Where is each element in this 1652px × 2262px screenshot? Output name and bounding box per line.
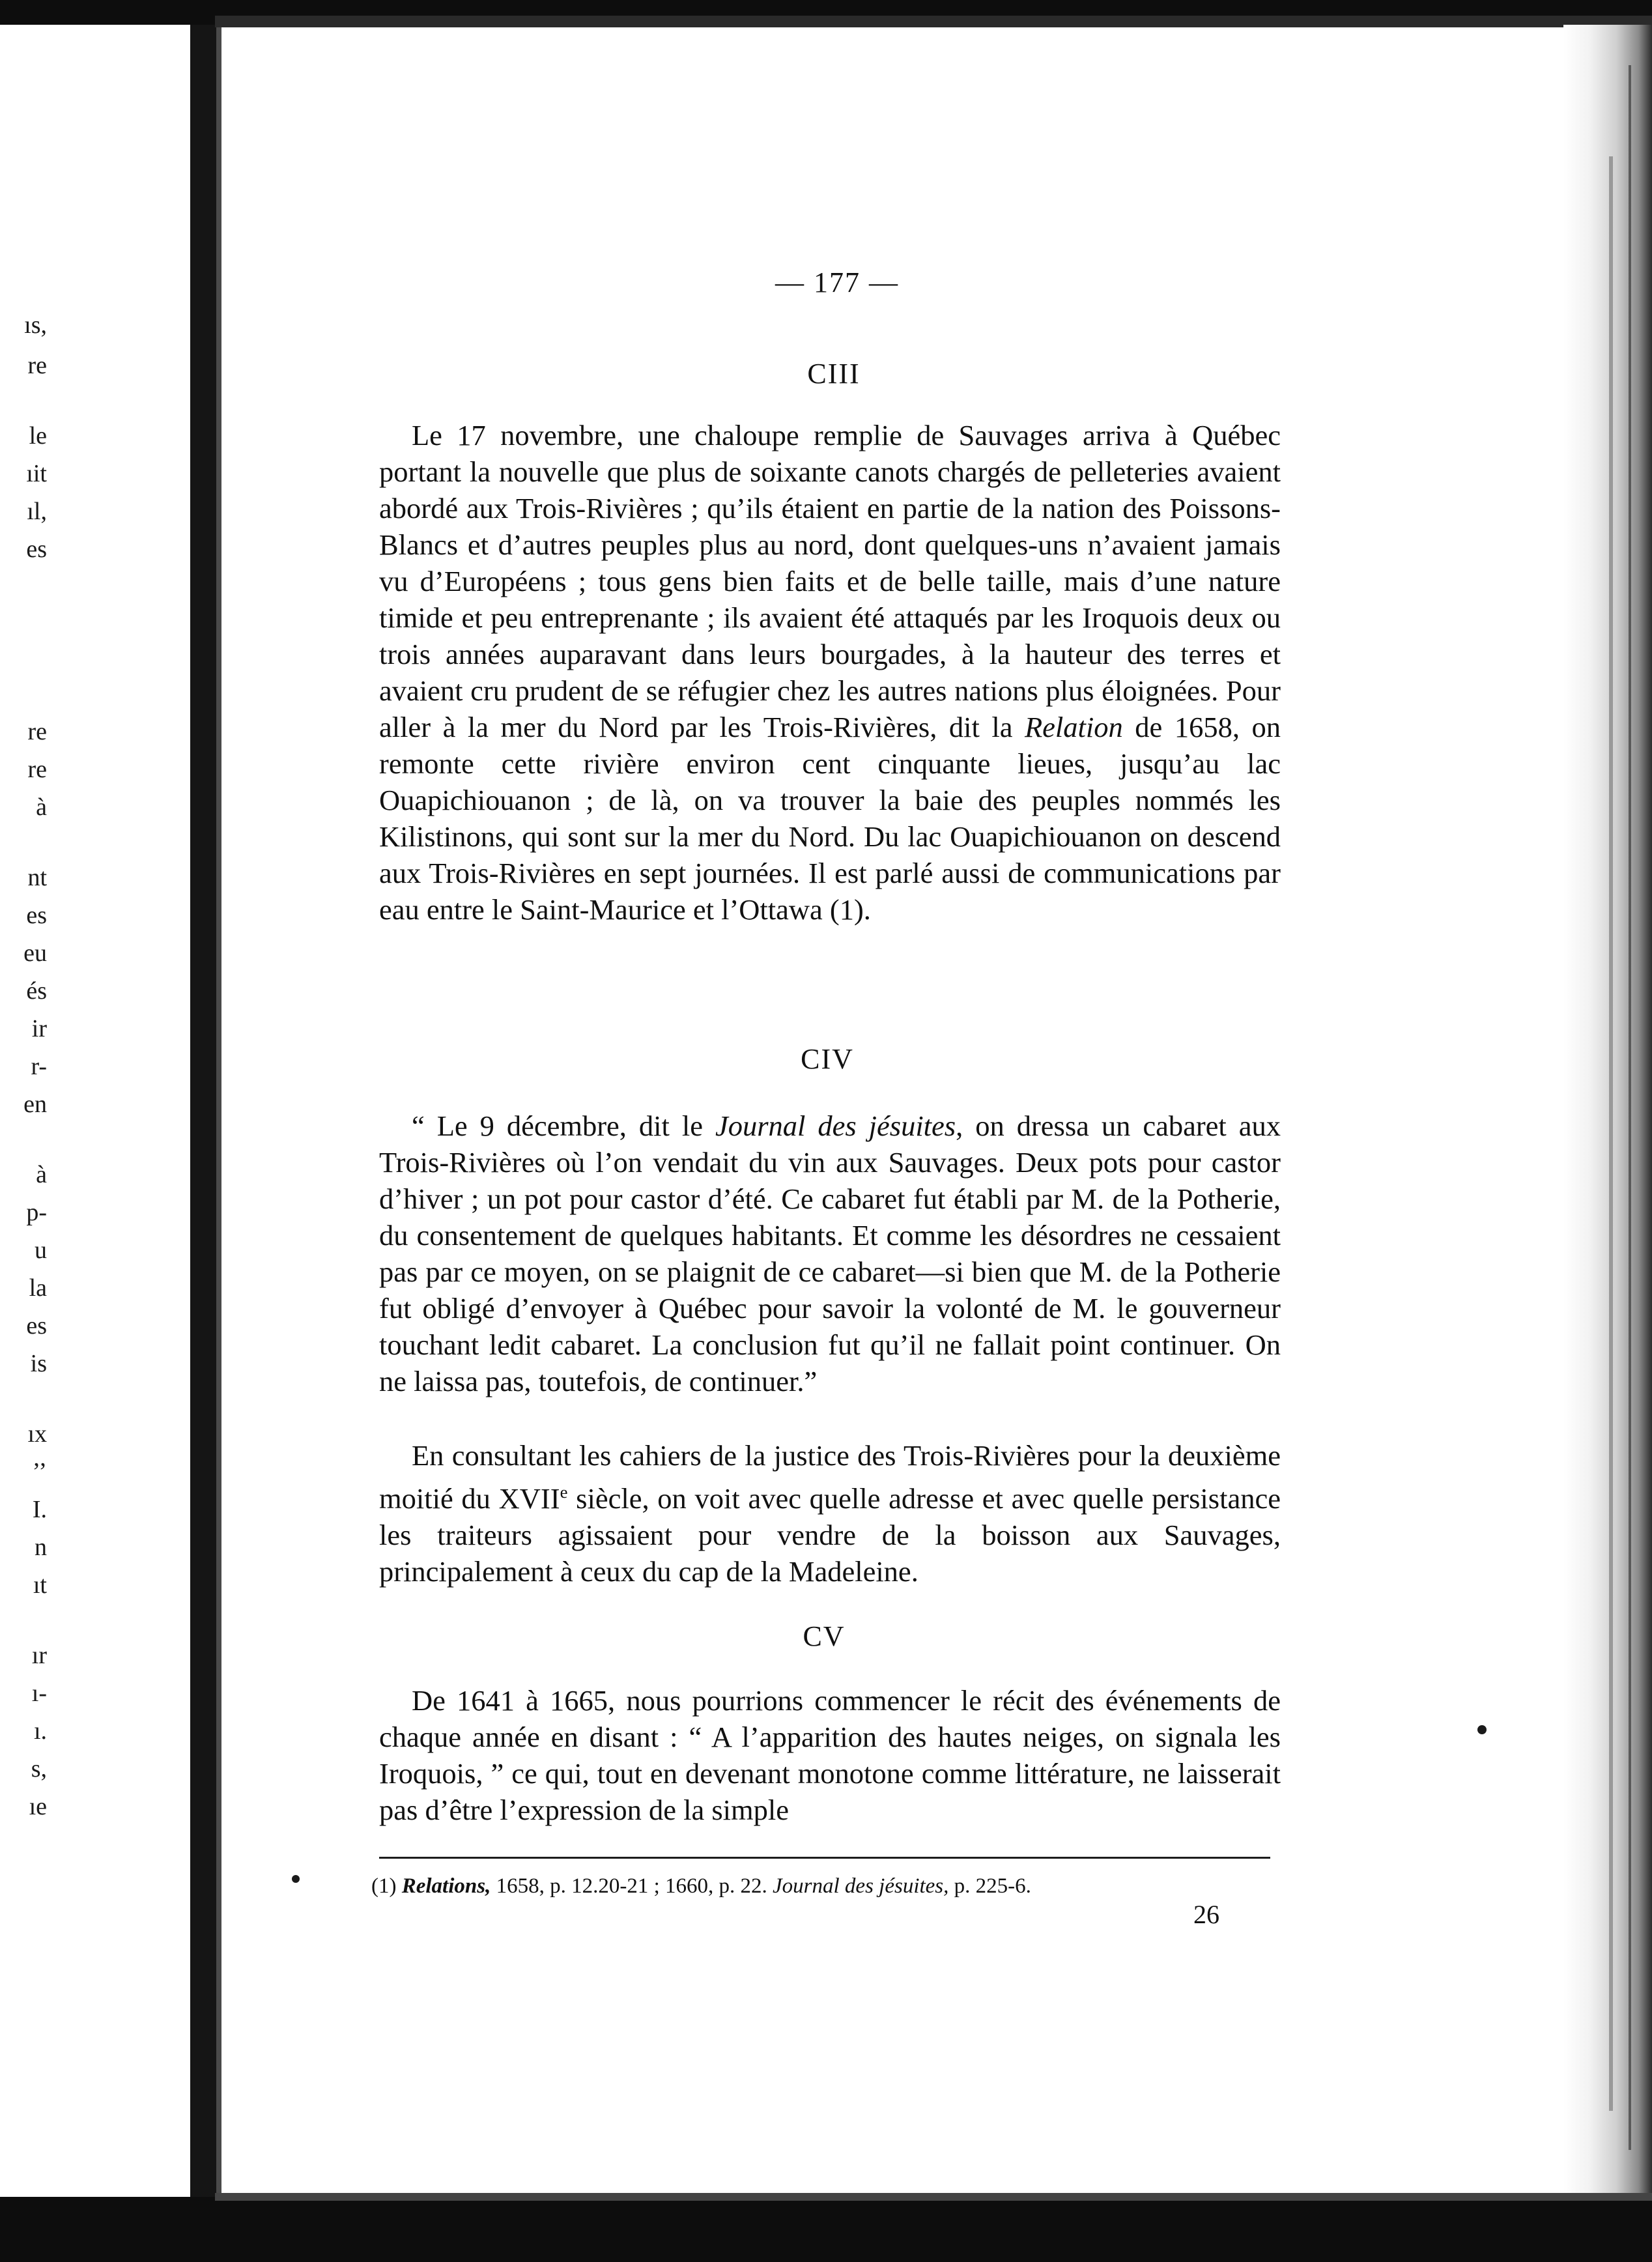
previous-page-fragment: à [36, 794, 47, 821]
previous-page-fragment: n [35, 1534, 47, 1561]
previous-page-fragment: I. [32, 1496, 47, 1523]
previous-page-fragment: es [26, 1312, 47, 1339]
page-gutter-shadow [190, 20, 216, 2209]
scan-bottom-shadow [215, 2193, 1652, 2201]
previous-page-fragment: re [27, 352, 47, 379]
previous-page-fragment: eu [23, 939, 47, 967]
scan-right-streak [1629, 65, 1631, 2150]
section-heading-civ: CIV [801, 1043, 854, 1075]
previous-page-fragment: ’’ [32, 1458, 47, 1485]
scan-speck [1477, 1725, 1487, 1734]
footnote-journal: Journal des jésuites, [773, 1874, 949, 1898]
previous-page-fragment: ı- [31, 1680, 47, 1707]
scan-speck [292, 1875, 300, 1883]
scan-right-streak [1609, 156, 1613, 2111]
footnote-text-2: p. 225-6. [954, 1874, 1031, 1898]
previous-page-fragment: és [26, 977, 47, 1005]
paragraph-civ-quote: “ Le 9 décembre, dit le Journal des jésuites, on dressa un cabaret aux Trois-Rivières où l’on vendait du vin aux Sauvages. Deux pots pour castor d’hiver ; un pot pour castor d’été. Ce cabaret fut établi par M. de la Potherie, du consentement de quelques habitants. Et comme les désordres ne cessaient pas par ce moyen, on se plaignit de ce cabaret—si bien que M. de la Potherie fut obligé d’envoyer à Québec pour savoir la volonté de M. le gouverneur touchant ledit cabaret. La conclusion fut qu’il ne fallait point continuer. On ne laissa pas, toutefois, de continuer.” [379, 1110, 1281, 1397]
footnote-text: 1658, p. 12.20-21 ; 1660, p. 22. [496, 1874, 767, 1898]
previous-page-fragment: ıt [33, 1571, 47, 1599]
previous-page-fragment: re [27, 718, 47, 745]
paragraph-ciii: Le 17 novembre, une chaloupe remplie de Sauvages arriva à Québec portant la nouvelle que plus de soixante canots chargés de pelleteries avaient abordé aux Trois-Rivières ; qu’ils étaient en partie de la nation des Poissons-Blancs et d’autres peuples plus au nord, dont quelques-uns n’avaient jamais vu d’Européens ; tous gens bien faits et de belle taille, mais d’une nature timide et peu entreprenante ; ils avaient été attaqués par les Iroquois deux ou trois années auparavant dans leurs bourgades, à la hauteur des terres et avaient cru prudent de se réfugier chez les autres nations plus éloignées. Pour aller à la mer du Nord par les Trois-Rivières, dit la Relation de 1658, on remonte cette rivière environ cent cinquante lieues, jusqu’au lac Ouapichiouanon ; de là, on va trouver la baie des peuples nommés les Kilistinons, qui sont sur la mer du Nord. Du lac Ouapichiouanon on descend aux Trois-Rivières en sept journées. Il est parlé aussi de communications par eau entre le Saint-Maurice et l’Ottawa (1). [379, 419, 1281, 926]
previous-page-fragment: s, [31, 1755, 47, 1782]
previous-page-fragment: nt [27, 864, 47, 891]
previous-page-fragment: ir [31, 1015, 47, 1042]
previous-page-fragment: ıe [29, 1793, 47, 1820]
previous-page-fragment: ıit [26, 460, 47, 487]
previous-page-fragment: ıs, [24, 311, 47, 339]
printer-signature: 26 [1193, 1900, 1219, 1929]
section-heading-cv: CV [803, 1620, 846, 1652]
previous-page-fragment: ıx [27, 1420, 47, 1448]
paragraph-cv: De 1641 à 1665, nous pourrions commencer le récit des événements de chaque année en disant : “ A l’apparition des hautes neiges, on signala les Iroquois, ” ce qui, tout en devenant monotone comme littérature, ne laisserait pas d’être l’expression de la simple [379, 1684, 1281, 1826]
footnote-marker: (1) [371, 1874, 397, 1898]
page-number: — 177 — [775, 266, 899, 298]
previous-page-fragment: le [29, 422, 47, 450]
footnote-rule [379, 1857, 1270, 1859]
previous-page-fragment: r- [31, 1053, 47, 1080]
footnote-title: Relations, [401, 1874, 491, 1898]
previous-page-fragment: la [29, 1274, 47, 1302]
page-gutter-line [216, 20, 221, 2209]
previous-page-fragment: re [27, 756, 47, 783]
previous-page-fragment: p- [26, 1199, 47, 1226]
previous-page-fragment: à [36, 1161, 47, 1188]
paragraph-civ-commentary: En consultant les cahiers de la justice des Trois-Rivières pour la deuxième moitié du XVIIe siècle, on voit avec quelle adresse et avec quelle persistance les traiteurs agissaient pour vendre de la boisson aux Sauvages, principalement à ceux du cap de la Madeleine. [379, 1439, 1281, 1588]
previous-page-fragment: is [30, 1350, 47, 1377]
scan-top-shadow [215, 16, 1652, 27]
previous-page-fragment: es [26, 536, 47, 563]
previous-page-fragment: ı. [33, 1717, 47, 1745]
previous-page-fragment: u [35, 1237, 47, 1264]
scan-right-edge [1563, 25, 1652, 2197]
footnote [371, 1873, 1218, 1899]
section-heading-ciii: CIII [807, 358, 861, 390]
previous-page-fragment: ıl, [27, 498, 47, 525]
previous-page-fragment: es [26, 902, 47, 929]
previous-page-fragment: ır [31, 1642, 47, 1669]
previous-page-fragment: en [23, 1091, 47, 1118]
previous-page-edge [0, 0, 47, 2262]
scan-bottom-edge [0, 2197, 1652, 2262]
